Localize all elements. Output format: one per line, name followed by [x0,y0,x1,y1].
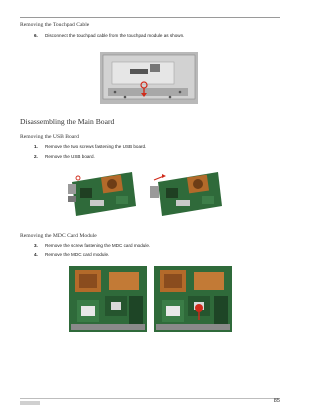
step-text: Remove the USB board. [45,154,95,159]
step-2 [34,154,95,159]
step-3 [34,243,150,248]
step-text: Disconnect the touchpad cable from the touchpad module as shown. [45,33,185,38]
footer-rule [20,398,280,399]
section-heading-touchpad-cable: Removing the Touchpad Cable [20,22,90,28]
step-number: 3. [34,243,38,248]
step-4 [34,252,109,257]
step-text: Remove the screw fastening the MDC card module. [45,243,151,248]
section-heading-mdc-card-module: Removing the MDC Card Module [20,233,97,239]
step-number: 1. [34,144,38,149]
usb-board-photo-left [66,166,142,222]
touchpad-cable-photo [100,52,198,104]
page-number: 85 [273,398,280,404]
step-text: Remove the two screws fastening the USB board. [45,144,147,149]
step-1 [34,144,146,149]
main-heading-disassembling-main-board: Disassembling the Main Board [20,117,115,126]
mdc-card-photo-left [69,266,147,332]
mdc-card-photo-right [154,266,232,332]
step-6 [34,33,184,38]
usb-board-photo-right [150,166,226,222]
step-number: 6. [34,33,38,38]
footer-chapter-mark [20,401,40,405]
top-rule [20,17,280,18]
step-text: Remove the MDC card module. [45,252,110,257]
step-number: 2. [34,154,38,159]
step-number: 4. [34,252,38,257]
section-heading-usb-board: Removing the USB Board [20,134,79,140]
